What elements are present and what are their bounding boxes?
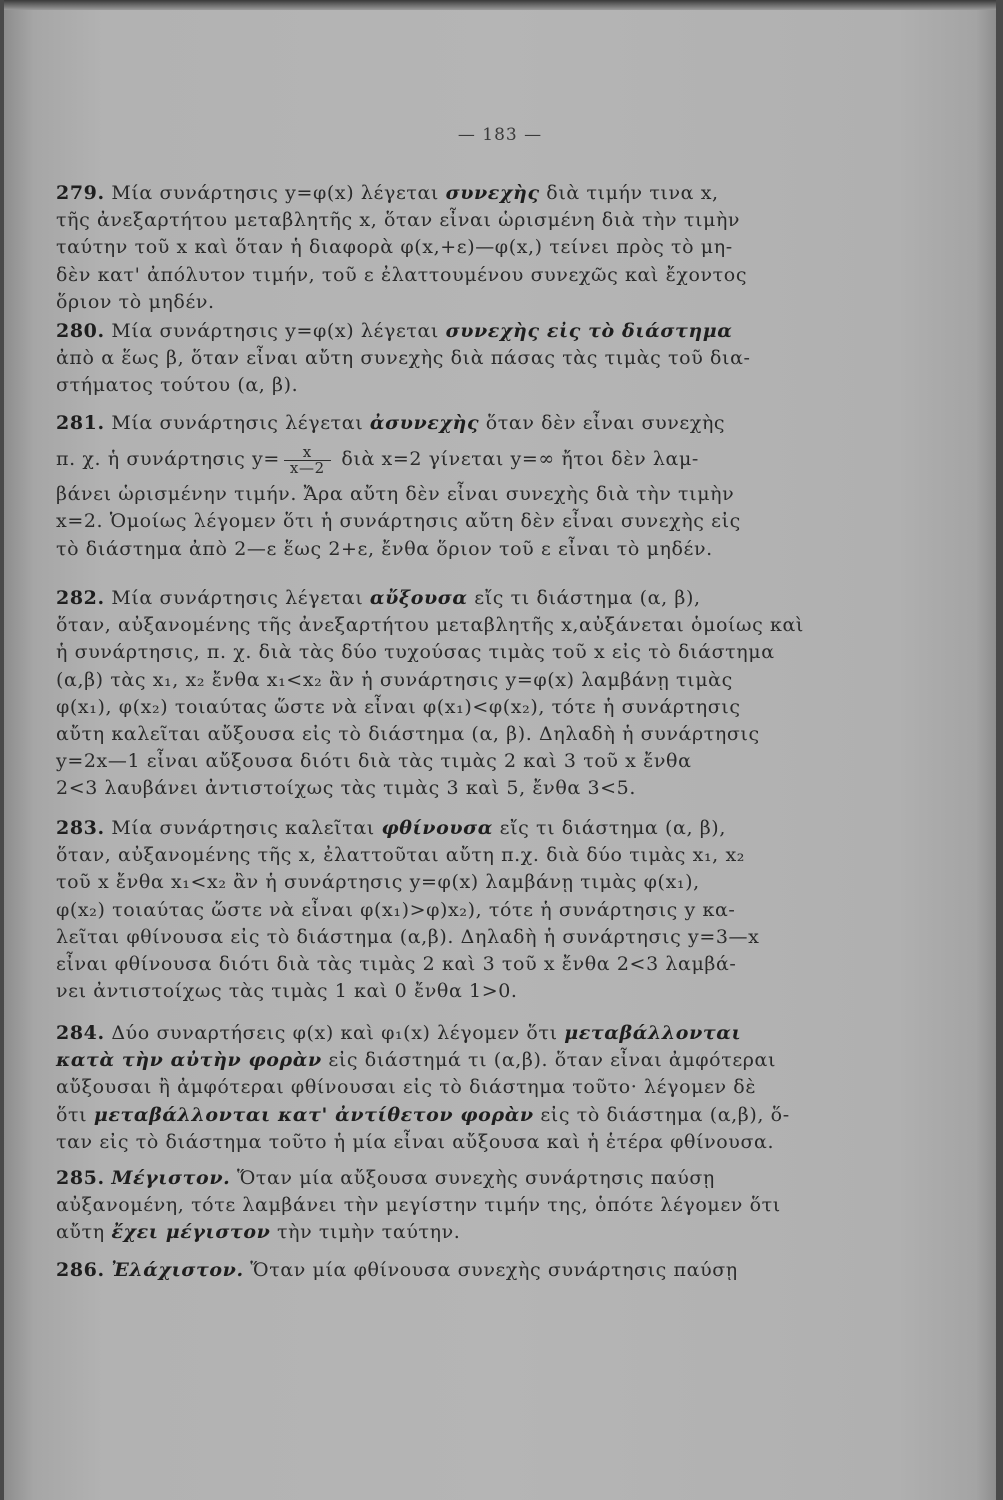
- text-line: 284. Δύο συναρτήσεις φ(x) καὶ φ₁(x) λέγομεν ὅτι μεταβάλλονται: [56, 1022, 742, 1044]
- paragraph-number: 284.: [56, 1022, 105, 1044]
- defined-term: ἀσυνεχὴς: [369, 412, 480, 434]
- text-line: ὅταν, αὐξανομένης τῆς ἀνεξαρτήτου μεταβλητῆς x,αὐξάνεται ὁμοίως καὶ: [56, 614, 804, 637]
- defined-term: μεταβάλλονται κατ' ἀντίθετον φορὰν: [93, 1103, 534, 1126]
- text-line: ὅτι μεταβάλλονται κατ' ἀντίθετον φορὰν εἰς τὸ διάστημα (α,β), ὅ-: [56, 1103, 790, 1126]
- defined-term: φθίνουσα: [381, 817, 493, 839]
- fraction-numerator: x: [284, 445, 331, 461]
- text-line: 286. Ἐλάχιστον. Ὅταν μία φθίνουσα συνεχὴς συνάρτησις παύσῃ: [56, 1259, 738, 1281]
- paragraph-283: [56, 815, 846, 1005]
- book-page: [4, 0, 996, 1500]
- text-line: κατὰ τὴν αὐτὴν φορὰν εἰς διάστημά τι (α,β). ὅταν εἶναι ἀμφότεραι: [56, 1049, 777, 1072]
- text-line: στήματος τούτου (α, β).: [56, 374, 299, 397]
- text-line: δὲν κατ' ἀπόλυτον τιμήν, τοῦ ε ἐλαττουμένου συνεχῶς καὶ ἔχοντος: [56, 263, 748, 286]
- text-line: 283. Μία συνάρτησις καλεῖται φθίνουσα εἴς τι διάστημα (α, β),: [56, 817, 726, 839]
- defined-term: αὔξουσα: [369, 587, 468, 609]
- paragraph-number: 283.: [56, 817, 105, 839]
- paragraph-number: 286.: [56, 1259, 105, 1281]
- paragraph-number: 281.: [56, 412, 105, 434]
- text-line: y=2x—1 εἶναι αὔξουσα διότι διὰ τὰς τιμὰς 2 καὶ 3 τοῦ x ἔνθα: [56, 750, 692, 773]
- text-line: εἶναι φθίνουσα διότι διὰ τὰς τιμὰς 2 καὶ 3 τοῦ x ἔνθα 2<3 λαμβά-: [56, 953, 737, 976]
- defined-term: μεταβάλλονται: [564, 1022, 742, 1044]
- text-line: αὔτη καλεῖται αὔξουσα εἰς τὸ διάστημα (α, β). Δηλαδὴ ἡ συνάρτησις: [56, 723, 760, 746]
- text-line: ἀπὸ α ἕως β, ὅταν εἶναι αὔτη συνεχὴς διὰ πάσας τὰς τιμὰς τοῦ δια-: [56, 347, 751, 370]
- text-line: ταύτην τοῦ x καὶ ὅταν ἡ διαφορὰ φ(x,+ε)—φ(x,) τείνει πρὸς τὸ μη-: [56, 236, 733, 259]
- text-line: λεῖται φθίνουσα εἰς τὸ διάστημα (α,β). Δηλαδὴ ἡ συνάρτησις y=3—x: [56, 925, 760, 948]
- paragraph-number: 282.: [56, 587, 105, 609]
- paragraph-284: [56, 1020, 846, 1156]
- paragraph-281: [56, 410, 846, 563]
- text-line: 281. Μία συνάρτησις λέγεται ἀσυνεχὴς ὅταν δὲν εἶναι συνεχὴς: [56, 412, 726, 434]
- text-line: x=2. Ὁμοίως λέγομεν ὅτι ἡ συνάρτησις αὔτη δὲν εἶναι συνεχὴς εἰς: [56, 510, 741, 533]
- text-line: π. χ. ἡ συνάρτησις y= $\frac{x}{x—2}$ διὰ x=2 γίνεται y=∞ ἤτοι δὲν λαμ-: [56, 442, 699, 477]
- text-line: τῆς ἀνεξαρτήτου μεταβλητῆς x, ὅταν εἶναι ὡρισμένη διὰ τὴν τιμὴν: [56, 209, 741, 232]
- text-line: 285. Μέγιστον. Ὅταν μία αὔξουσα συνεχὴς συνάρτησις παύσῃ: [56, 1167, 715, 1189]
- defined-term: Ἐλάχιστον.: [111, 1259, 244, 1281]
- page-number: — 183 —: [457, 125, 543, 145]
- text-line: τοῦ x ἔνθα x₁<x₂ ἂν ἡ συνάρτησις y=φ(x) λαμβάνῃ τιμὰς φ(x₁),: [56, 871, 700, 894]
- text-line: 279. Μία συνάρτησις y=φ(x) λέγεται συνεχὴς διὰ τιμήν τινα x,: [56, 182, 719, 204]
- page-top-edge: [4, 0, 996, 10]
- defined-term: Μέγιστον.: [111, 1167, 231, 1189]
- defined-term: συνεχὴς: [445, 182, 540, 204]
- text-line: 280. Μία συνάρτησις y=φ(x) λέγεται συνεχὴς εἰς τὸ διάστημα: [56, 320, 733, 342]
- fraction-denominator: x—2: [289, 458, 325, 477]
- paragraph-282: [56, 585, 846, 803]
- text-line: 2<3 λαυβάνει ἀντιστοίχως τὰς τιμὰς 3 καὶ 5, ἔνθα 3<5.: [56, 777, 636, 800]
- paragraph-number: 279.: [56, 182, 105, 204]
- text-line: ταν εἰς τὸ διάστημα τοῦτο ἡ μία εἶναι αὔξουσα καὶ ἡ ἑτέρα φθίνουσα.: [56, 1130, 775, 1153]
- text-line: φ(x₁), φ(x₂) τοιαύτας ὥστε νὰ εἶναι φ(x₁)<φ(x₂), τότε ἡ συνάρτησις: [56, 695, 741, 718]
- text-line: νει ἀντιστοίχως τὰς τιμὰς 1 καὶ 0 ἔνθα 1>0.: [56, 980, 518, 1003]
- paragraph-286: [56, 1257, 846, 1284]
- defined-term: συνεχὴς εἰς τὸ διάστημα: [445, 320, 733, 342]
- text-line: φ(x₂) τοιαύτας ὥστε νὰ εἶναι φ(x₁)>φ)x₂), τότε ἡ συνάρτησις y κα-: [56, 898, 736, 921]
- paragraph-285: [56, 1165, 846, 1247]
- text-line: ἡ συνάρτησις, π. χ. διὰ τὰς δύο τυχούσας τιμὰς τοῦ x εἰς τὸ διάστημα: [56, 641, 775, 664]
- paragraph-number: 285.: [56, 1167, 105, 1189]
- paragraph-number: 280.: [56, 320, 105, 342]
- text-line: ὅριον τὸ μηδέν.: [56, 290, 215, 313]
- text-line: αὐξανομένη, τότε λαμβάνει τὴν μεγίστην τιμήν της, ὁπότε λέγομεν ὅτι: [56, 1194, 781, 1217]
- text-line: (α,β) τὰς x₁, x₂ ἔνθα x₁<x₂ ἂν ἡ συνάρτησις y=φ(x) λαμβάνῃ τιμὰς: [56, 668, 733, 691]
- text-line: αὔτη ἔχει μέγιστον τὴν τιμὴν ταύτην.: [56, 1221, 461, 1244]
- fraction: [284, 442, 331, 477]
- text-line: ὅταν, αὐξανομένης τῆς x, ἐλαττοῦται αὔτη π.χ. διὰ δύο τιμὰς x₁, x₂: [56, 844, 745, 867]
- text-line: βάνει ὡρισμένην τιμήν. Ἄρα αὔτη δὲν εἶναι συνεχὴς διὰ τὴν τιμὴν: [56, 483, 735, 506]
- text-line: τὸ διάστημα ἀπὸ 2—ε ἕως 2+ε, ἔνθα ὅριον τοῦ ε εἶναι τὸ μηδέν.: [56, 537, 713, 560]
- paragraph-279: [56, 180, 846, 316]
- defined-term: κατὰ τὴν αὐτὴν φορὰν: [56, 1049, 322, 1072]
- paragraph-280: [56, 318, 846, 400]
- text-line: αὔξουσαι ἢ ἀμφότεραι φθίνουσαι εἰς τὸ διάστημα τοῦτο· λέγομεν δὲ: [56, 1076, 757, 1099]
- text-line: 282. Μία συνάρτησις λέγεται αὔξουσα εἴς τι διάστημα (α, β),: [56, 587, 701, 609]
- defined-term: ἔχει μέγιστον: [111, 1221, 271, 1244]
